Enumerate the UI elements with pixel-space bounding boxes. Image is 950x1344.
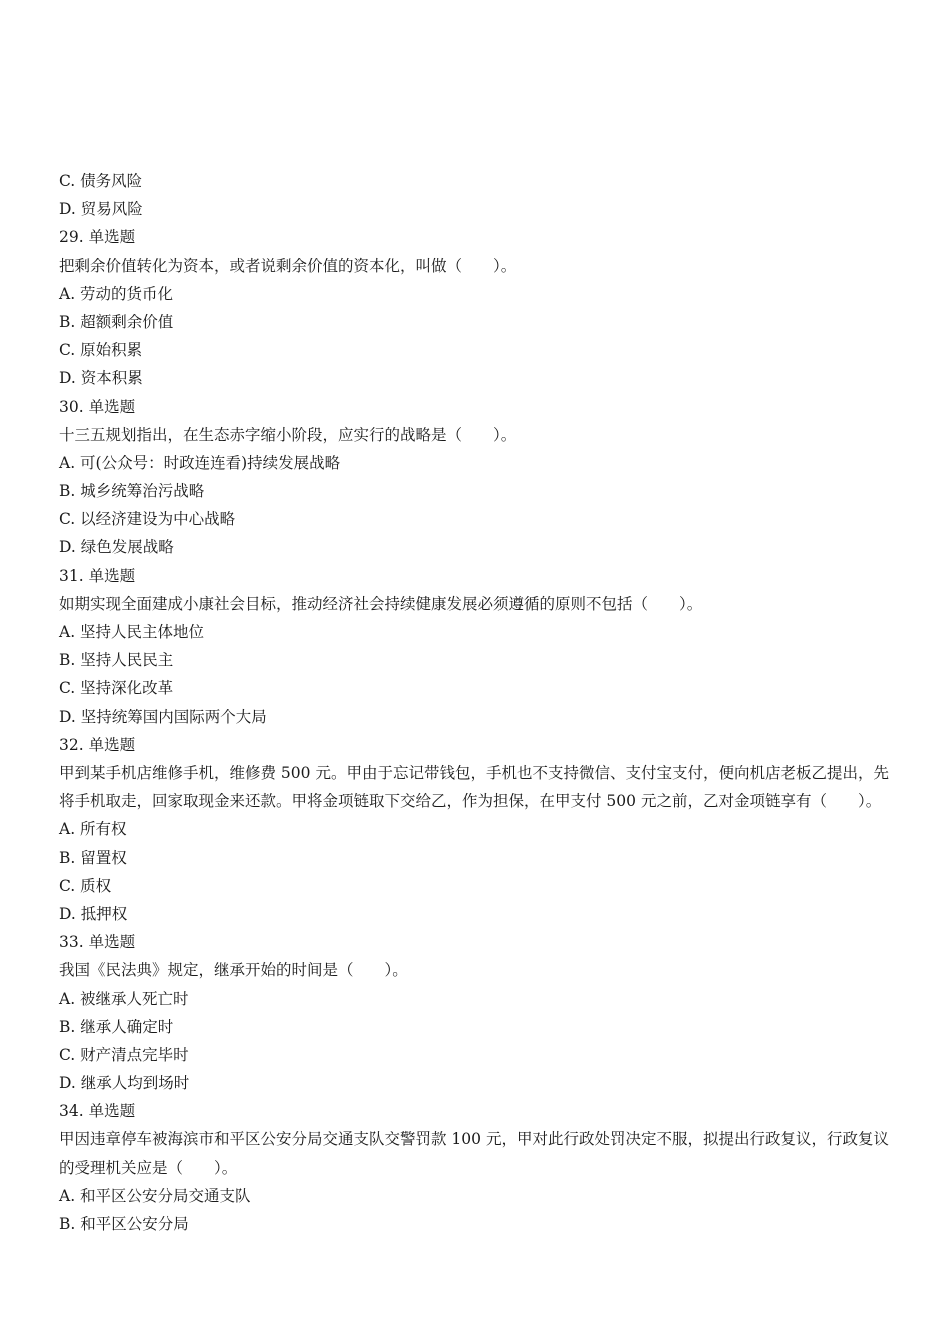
question-stem: 我国《民法典》规定，继承开始的时间是（ ）。 xyxy=(59,961,408,980)
option-line: C. 债务风险 xyxy=(59,172,143,190)
option-line: D. 绿色发展战略 xyxy=(59,538,174,557)
question-header: 33. 单选题 xyxy=(59,933,136,952)
question-header: 30. 单选题 xyxy=(59,397,136,416)
question-header: 32. 单选题 xyxy=(59,735,136,754)
option-line: D. 抵押权 xyxy=(59,904,128,923)
question-stem: 把剩余价值转化为资本，或者说剩余价值的资本化，叫做（ ）。 xyxy=(59,256,517,275)
option-line: C. 质权 xyxy=(59,876,112,895)
document-page xyxy=(59,167,899,1238)
option-line: B. 继承人确定时 xyxy=(59,1017,174,1036)
option-line: A. 可(公众号：时政连连看)持续发展战略 xyxy=(59,453,341,472)
option-line: B. 和平区公安分局 xyxy=(59,1215,189,1234)
option-line: C. 原始积累 xyxy=(59,341,143,360)
option-line: A. 和平区公安分局交通支队 xyxy=(59,1186,251,1205)
option-line: C. 以经济建设为中心战略 xyxy=(59,510,236,529)
question-header: 34. 单选题 xyxy=(59,1102,136,1121)
option-line: A. 所有权 xyxy=(59,820,127,839)
option-line: A. 被继承人死亡时 xyxy=(59,989,189,1008)
option-line: D. 贸易风险 xyxy=(59,200,143,219)
option-line: B. 留置权 xyxy=(59,848,127,867)
option-line: A. 劳动的货币化 xyxy=(59,284,174,303)
option-line: A. 坚持人民主体地位 xyxy=(59,623,205,642)
question-stem: 如期实现全面建成小康社会目标，推动经济社会持续健康发展必须遵循的原则不包括（ ）。 xyxy=(59,594,703,613)
option-line: B. 坚持人民民主 xyxy=(59,651,174,670)
option-line: B. 超额剩余价值 xyxy=(59,312,174,331)
option-line: D. 继承人均到场时 xyxy=(59,1074,190,1093)
option-line: B. 城乡统筹治污战略 xyxy=(59,482,205,501)
question-stem: 甲因违章停车被海滨市和平区公安分局交通支队交警罚款 100 元，甲对此行政处罚决定不服，拟提出行政复议，行政复议的受理机关应是（ ）。 xyxy=(59,1130,889,1177)
question-header: 31. 单选题 xyxy=(59,566,136,585)
question-header: 29. 单选题 xyxy=(59,228,136,247)
option-line: D. 资本积累 xyxy=(59,369,143,388)
option-line: C. 财产清点完毕时 xyxy=(59,1045,189,1064)
question-stem: 十三五规划指出，在生态赤字缩小阶段，应实行的战略是（ ）。 xyxy=(59,425,517,444)
question-stem: 甲到某手机店维修手机，维修费 500 元。甲由于忘记带钱包，手机也不支持微信、支付宝支付，便向机店老板乙提出，先将手机取走，回家取现金来还款。甲将金项链取下交给乙，作为担保，在甲支付 500 元之前，乙对金项链享有（ ）。 xyxy=(59,763,889,811)
option-line: D. 坚持统筹国内国际两个大局 xyxy=(59,707,267,726)
option-line: C. 坚持深化改革 xyxy=(59,679,174,698)
